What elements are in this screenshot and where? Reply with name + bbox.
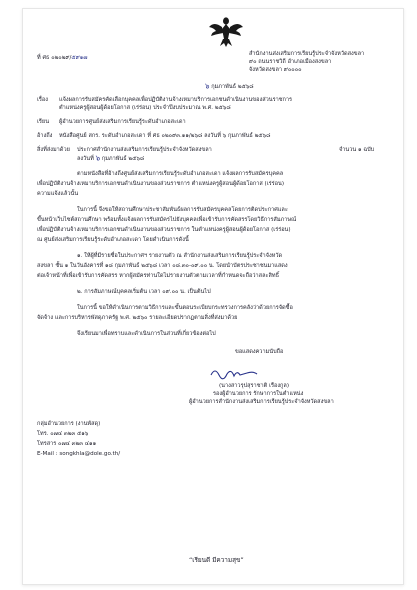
- subject-label: เรื่อง: [37, 97, 49, 103]
- paragraph-3-line-1: ในการนี้ ขอให้ดำเนินการตามวิธีการและขั้นตอนระเบียบกระทรวงการคลังว่าด้วยการจัดซื้อ: [77, 305, 293, 311]
- footer-slogan: “เรียนดี มีความสุข”: [189, 556, 244, 564]
- document-number: ที่ ศธ ๐๒๐๒๙/๕๙๑๗: [37, 55, 88, 61]
- item-1-line-3: ต่อเจ้าหน้าที่เพื่อเข้ารับการคัดสรร หากผู้สมัครท่านใดไม่รายงานตัวตามเวลาที่กำหนดจะถือว่าสละสิทธิ์: [37, 273, 280, 279]
- paragraph-1-line-1: ตามหนังสือที่อ้างถึงศูนย์ส่งเสริมการเรียนรู้ระดับอำเภอสะเดา แจ้งผลการรับสมัครบุคคล: [77, 171, 284, 177]
- item-2: ๒. การสัมภาษณ์บุคคลเริ่มต้น เวลา ๐๙.๐๐ น. เป็นต้นไป: [77, 289, 211, 295]
- enclosure-quantity: จำนวน ๑ ฉบับ: [339, 147, 375, 153]
- item-1-line-2: สงขลา ชั้น ๑ ในวันอังคารที่ ๑๘ กุมภาพันธ์ ๒๕๖๘ เวลา ๐๘.๓๐-๐๙.๐๐ น. โดยนำบัตรประชาชนมาแสดง: [37, 263, 288, 269]
- closing: ขอแสดงความนับถือ: [235, 349, 284, 355]
- item-1-line-1: ๑. ให้ผู้ที่มีรายชื่อในประกาศฯ รายงานตัว ณ สำนักงานส่งเสริมการเรียนรู้ประจำจังหวัด: [77, 253, 283, 259]
- signer-title-1: รองผู้อำนวยการ รักษาการในตำแหน่ง: [213, 391, 304, 397]
- reference-text: หนังสือศูนย์ สกร. ระดับอำเภอสะเดา ที่ ศธ ๐๒๐๙๓.๑๑/๒๖๘ ลงวันที่ ๖ กุมภาพันธ์ ๒๕๖๘: [59, 133, 271, 139]
- department: กลุ่มอำนวยการ (งานพัสดุ): [37, 421, 101, 427]
- phone: โทร. ๐๗๔ ๓๒๓ ๕๑๖: [37, 431, 89, 437]
- fax: โทรสาร ๐๗๔ ๓๒๓ ๔๑๑: [37, 441, 97, 447]
- paragraph-2-line-3: เพื่อปฏิบัติงานจ้างเหมาบริการเอกชนดำเนินงานของส่วนราชการ ในตำแหน่งครูผู้สอนผู้ด้อยโอกาส (เร่ร่อน): [37, 227, 291, 233]
- agency-line-1: สำนักงานส่งเสริมการเรียนรู้ประจำจังหวัดสงขลา: [249, 51, 365, 57]
- thai-garuda-emblem: [208, 15, 244, 49]
- handwritten-day: ๖: [95, 154, 101, 162]
- handwritten-day: ๖: [205, 82, 210, 90]
- paragraph-2-line-2: ขึ้นหน้าเว็บไซต์สถานศึกษา พร้อมทั้งแจ้งผลการรับสมัครไปยังบุคคลเพื่อเข้ารับการคัดสรรโดยวิธีการสัมภาษณ์: [37, 217, 297, 223]
- agency-line-3: จังหวัดสงขลา ๙๐๐๐๐: [249, 67, 302, 73]
- handwritten-signature: [209, 365, 259, 381]
- enclosure-label: สิ่งที่ส่งมาด้วย: [37, 147, 70, 153]
- signer-name: (นางสาวรุปสุราชาติ เรืองกูล): [219, 383, 290, 389]
- paragraph-3-line-2: จัดจ้าง และการบริหารพัสดุภาครัฐ พ.ศ. ๒๕๖๐ รายละเอียดปรากฏตามสิ่งที่ส่งมาด้วย: [37, 315, 238, 321]
- reference-label: อ้างถึง: [37, 133, 53, 139]
- handwritten-number: ๕๙๑๗: [71, 55, 88, 61]
- enclosure-text: ประกาศสำนักงานส่งเสริมการเรียนรู้ประจำจังหวัดสงขลา: [77, 147, 212, 153]
- email: E-Mail : songkhla@dole.go.th/: [37, 451, 121, 457]
- signer-title-2: ผู้อำนวยการสำนักงานส่งเสริมการเรียนรู้ประจำจังหวัดสงขลา: [189, 399, 334, 405]
- enclosure-date: ลงวันที่ ๖ กุมภาพันธ์ ๒๕๖๘: [77, 154, 145, 162]
- paragraph-2-line-1: ในการนี้ จึงขอให้สถานศึกษาประชาสัมพันธ์ผลการรับสมัครบุคคลโดยการติดประกาศและ: [77, 207, 288, 213]
- to-text: ผู้อำนวยการศูนย์ส่งเสริมการเรียนรู้ระดับอำเภอสะเดา: [59, 119, 186, 125]
- paragraph-1-line-2: เพื่อปฏิบัติงานจ้างเหมาบริการเอกชนดำเนินงานของส่วนราชการ ตำแหน่งครูผู้สอนผู้ด้อยโอกาส (เร่ร่อน): [37, 181, 285, 187]
- paragraph-2-line-4: ณ ศูนย์ส่งเสริมการเรียนรู้ระดับอำเภอสะเดา โดยดำเนินการดังนี้: [37, 237, 189, 243]
- paragraph-1-line-3: ความแจ้งแล้วนั้น: [37, 191, 79, 197]
- subject-line-2: ตำแหน่งครูผู้สอนผู้ด้อยโอกาส (เร่ร่อน) ประจำปีงบประมาณ พ.ศ. ๒๕๖๘: [59, 105, 231, 111]
- agency-line-2: ๙๐ ถนนราชวิถี อำเภอเมืองสงขลา: [249, 59, 332, 65]
- document-date: ๖ กุมภาพันธ์ ๒๕๖๘: [205, 82, 254, 90]
- document-page: [22, 8, 404, 585]
- closing-request: จึงเรียนมาเพื่อทราบและดำเนินการในส่วนที่เกี่ยวข้องต่อไป: [77, 331, 216, 337]
- subject-line-1: แจ้งผลการรับสมัครคัดเลือกบุคคลเพื่อปฏิบัติงานจ้างเหมาบริการเอกชนดำเนินงานของส่วนราชการ: [59, 97, 293, 103]
- to-label: เรียน: [37, 119, 50, 125]
